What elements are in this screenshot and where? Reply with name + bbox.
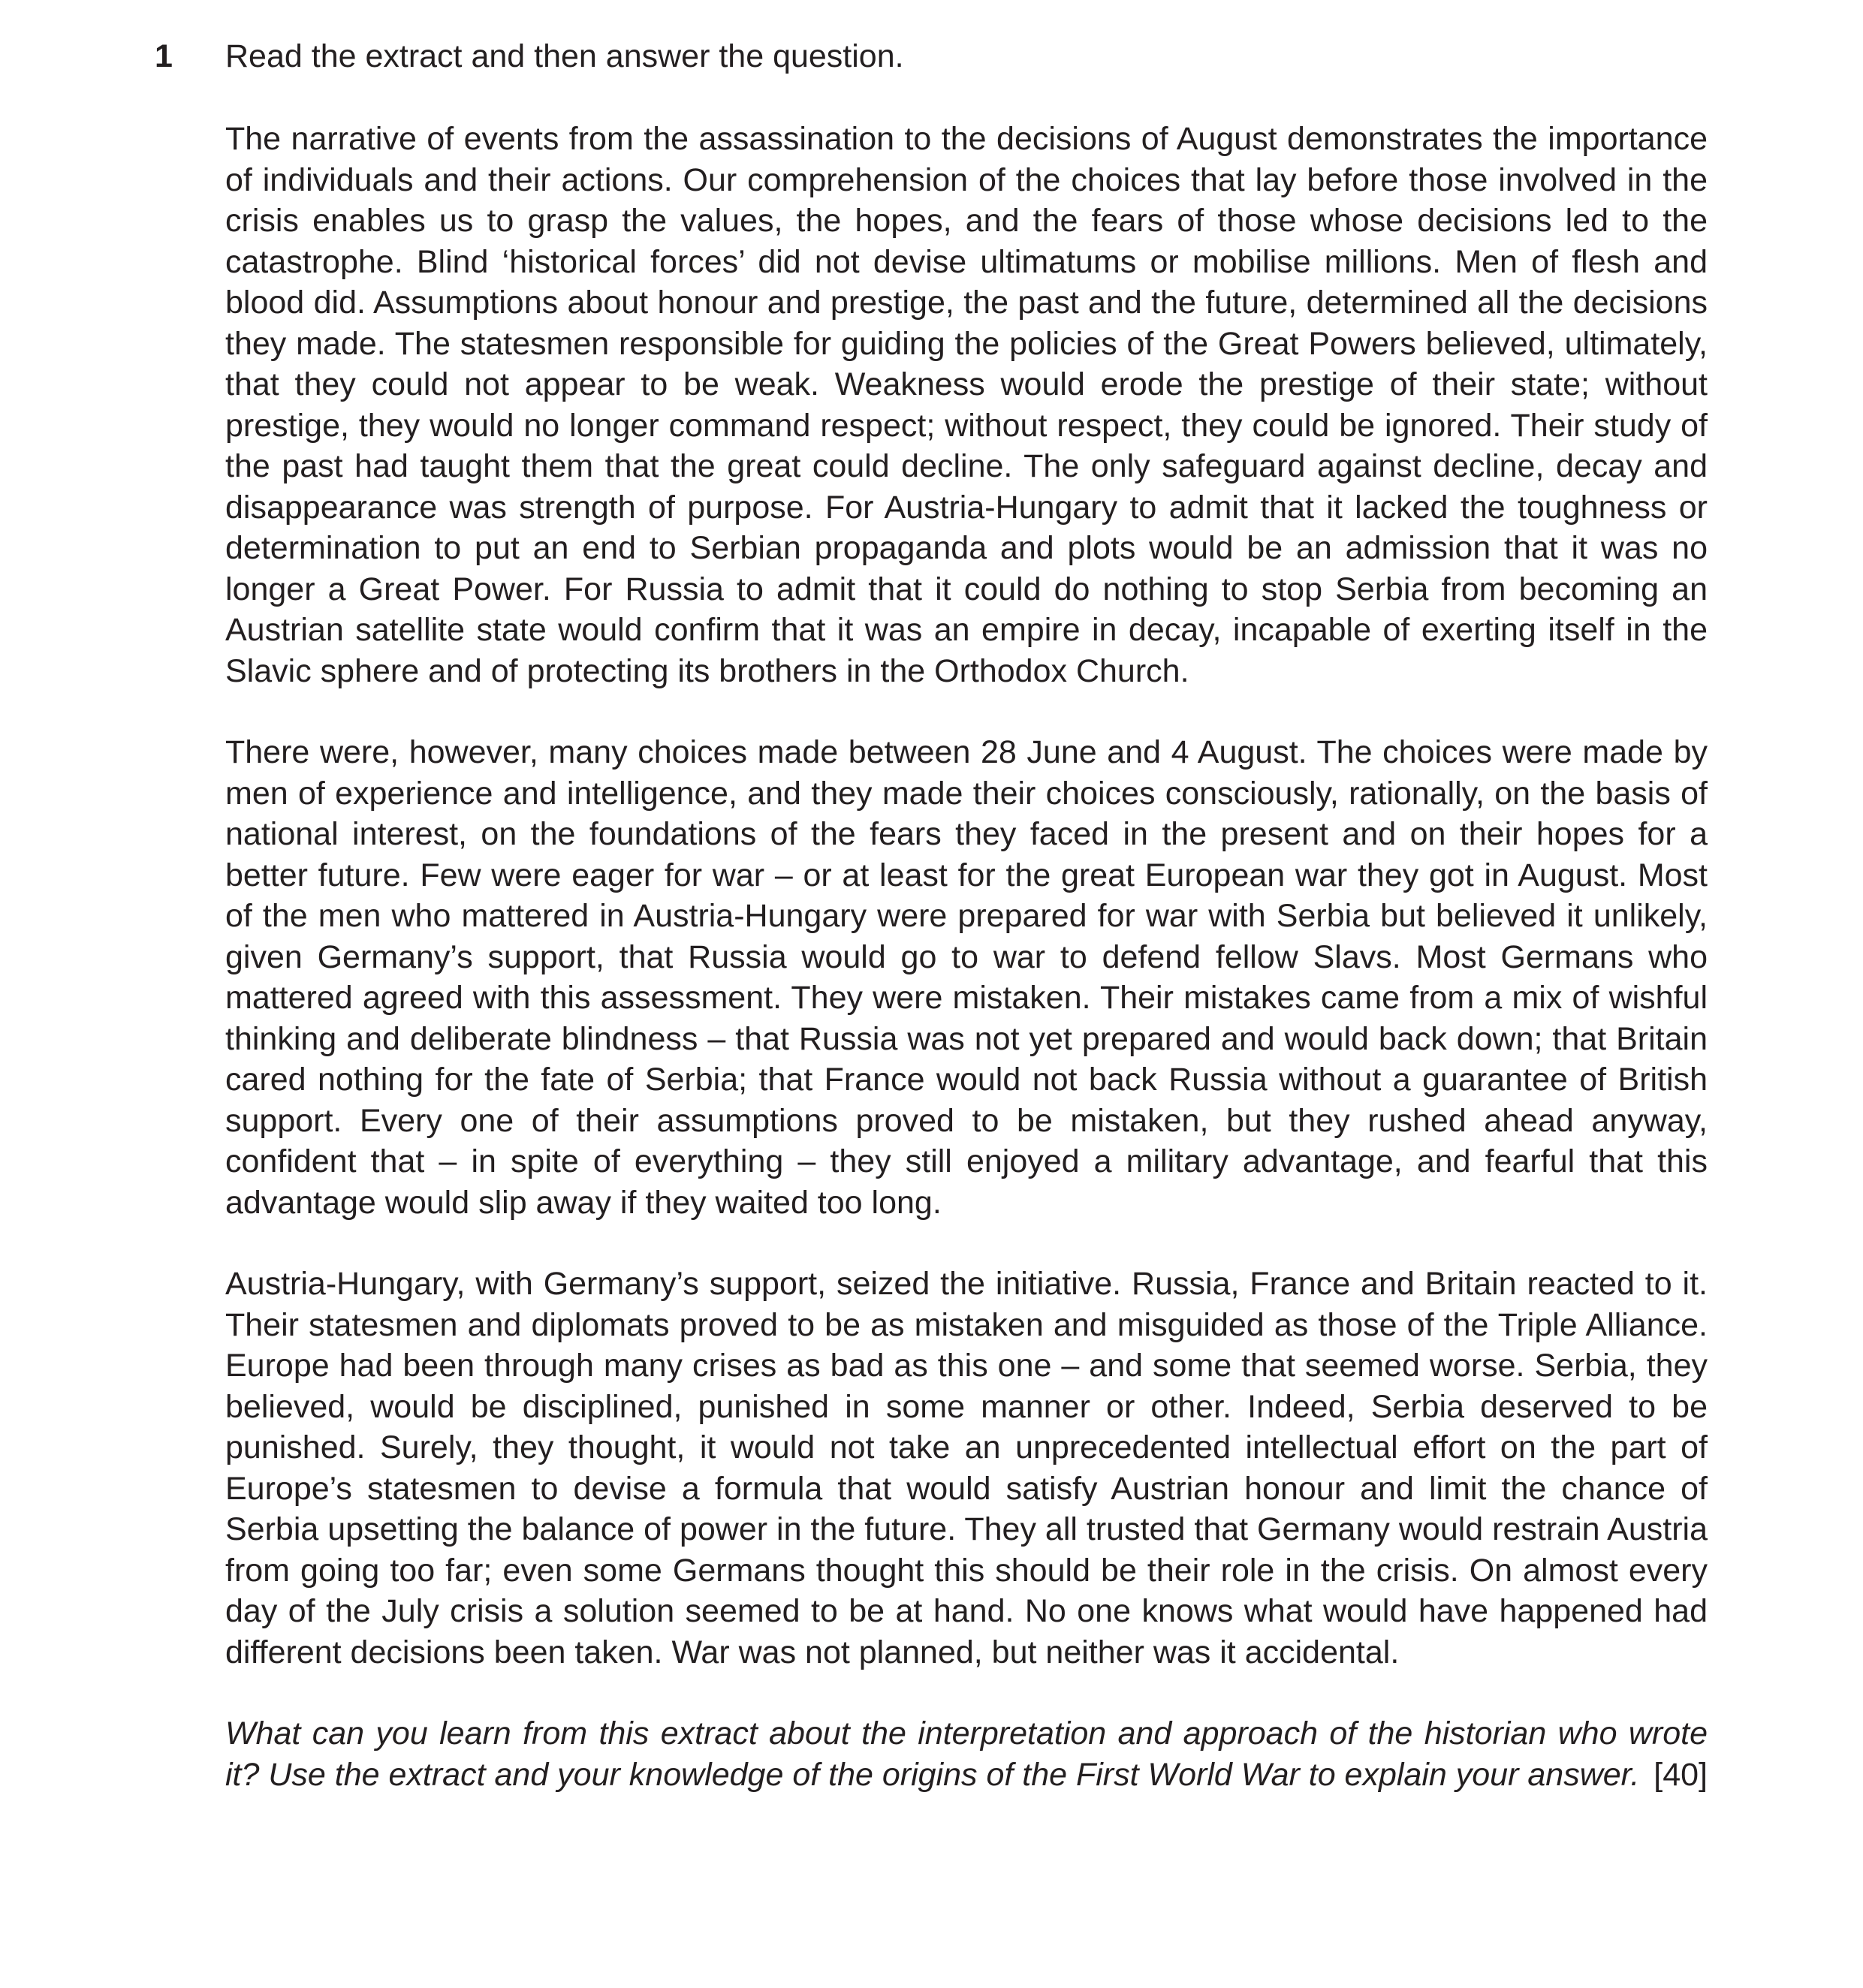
question-content <box>225 35 1708 1795</box>
question-instruction: Read the extract and then answer the question. <box>225 38 904 74</box>
extract-paragraph-1: The narrative of events from the assassination to the decisions of August demonstrates the importance of individuals and their actions. Our comprehension of the choices that lay before those involved in the crisis enables us to grasp the values, the hopes, and the fears of those whose decisions led to the catastrophe. Blind ‘historical forces’ did not devise ultimatums or mobilise millions. Men of flesh and blood did. Assumptions about honour and prestige, the past and the future, determined all the decisions they made. The statesmen responsible for guiding the policies of the Great Powers believed, ultimately, that they could not appear to be weak. Weakness would erode the prestige of their state; without prestige, they would no longer command respect; without respect, they could be ignored. Their study of the past had taught them that the great could decline. The only safeguard against decline, decay and disappearance was strength of purpose. For Austria-Hungary to admit that it lacked the toughness or determination to put an end to Serbian propaganda and plots would be an admission that it was no longer a Great Power. For Russia to admit that it could do nothing to stop Serbia from becoming an Austrian satellite state would confirm that it was an empire in decay, incapable of exerting itself in the Slavic sphere and of protecting its brothers in the Orthodox Church. <box>225 121 1708 689</box>
extract-paragraph-2: There were, however, many choices made between 28 June and 4 August. The choices were made by men of experience and intelligence, and they made their choices consciously, rationally, on the basis of national interest, on the foundations of the fears they faced in the present and on their hopes for a better future. Few were eager for war – or at least for the great European war they got in August. Most of the men who mattered in Austria-Hungary were prepared for war with Serbia but believed it unlikely, given Germany’s support, that Russia would go to war to defend fellow Slavs. Most Germans who mattered agreed with this assessment. They were mistaken. Their mistakes came from a mix of wishful thinking and deliberate blindness – that Russia was not yet prepared and would back down; that Britain cared nothing for the fate of Serbia; that France would not back Russia without a guarantee of British support. Every one of their assumptions proved to be mistaken, but they rushed ahead anyway, confident that – in spite of everything – they still enjoyed a military advantage, and fearful that this advantage would slip away if they waited too long. <box>225 734 1708 1221</box>
question-prompt: What can you learn from this extract about the interpretation and approach of the historian who wrote it? Use the extract and your knowledge of the origins of the First World War to explain your answer. <box>225 1715 1708 1793</box>
question-marks: [40] <box>1653 1756 1708 1793</box>
question-number: 1 <box>155 38 173 74</box>
extract-paragraph-3: Austria-Hungary, with Germany’s support, seized the initiative. Russia, France and Britain reacted to it. Their statesmen and diplomats proved to be as mistaken and misguided as those of the Triple Alliance. Europe had been through many crises as bad as this one – and some that seemed worse. Serbia, they believed, would be disciplined, punished in some manner or other. Indeed, Serbia deserved to be punished. Surely, they thought, it would not take an unprecedented intellectual effort on the part of Europe’s statesmen to devise a formula that would satisfy Austrian honour and limit the chance of Serbia upsetting the balance of power in the future. They all trusted that Germany would restrain Austria from going too far; even some Germans thought this should be their role in the crisis. On almost every day of the July crisis a solution seemed to be at hand. No one knows what would have happened had different decisions been taken. War was not planned, but neither was it accidental. <box>225 1266 1708 1670</box>
question-prompt-block <box>225 1713 1708 1795</box>
